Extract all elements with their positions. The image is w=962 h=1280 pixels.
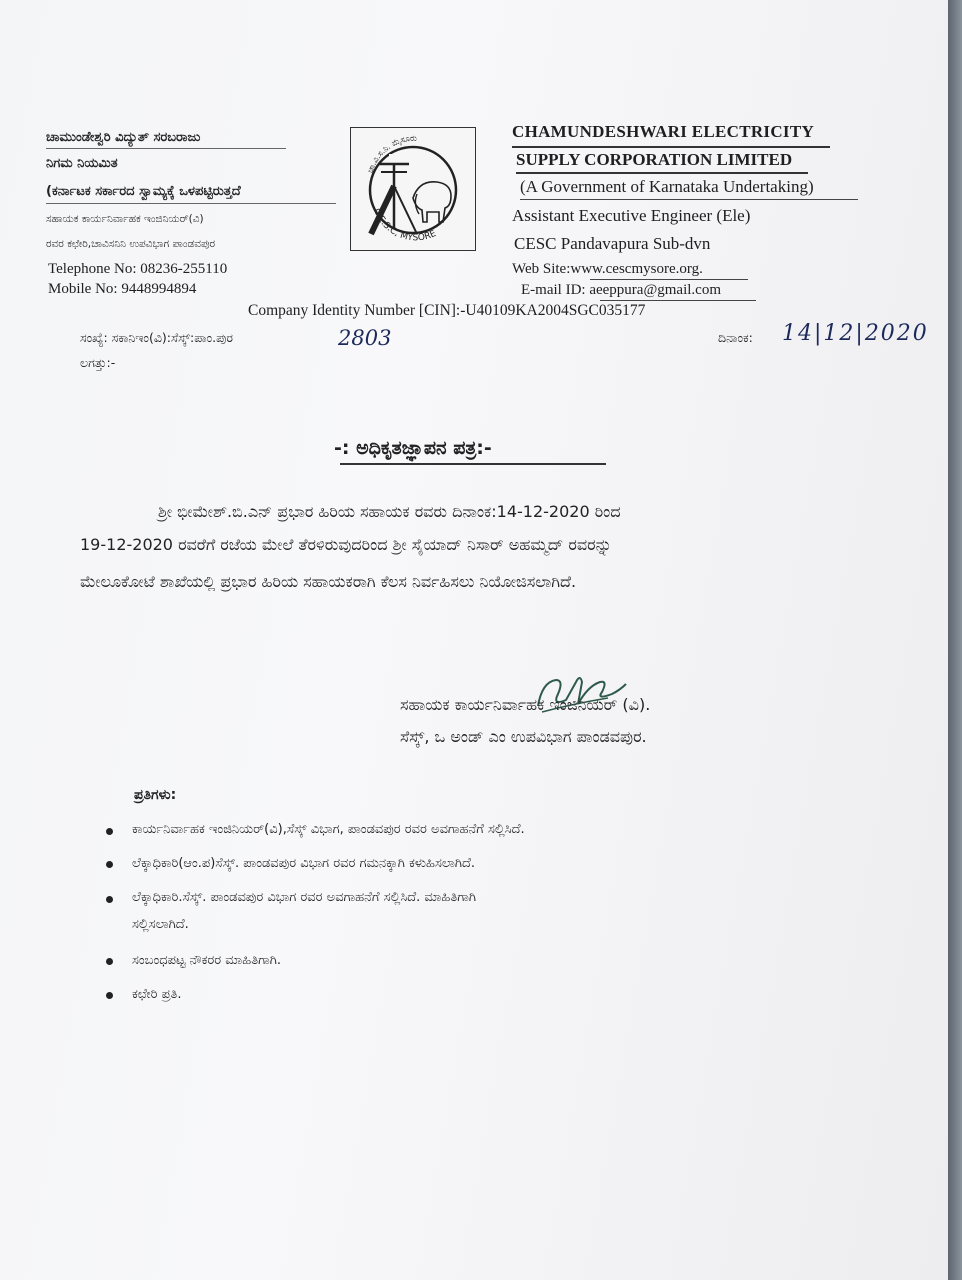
rule bbox=[516, 172, 808, 174]
rule bbox=[512, 146, 830, 148]
website-link[interactable]: Web Site:www.cescmysore.org. bbox=[512, 261, 703, 277]
rule bbox=[46, 203, 336, 204]
enclosure-label: ಲಗತ್ತು:- bbox=[80, 355, 116, 370]
document-title: -: ಅಧಿಕೃತಜ್ಞಾಪನ ಪತ್ರ:- bbox=[334, 437, 492, 459]
date-label: ದಿನಾಂಕ: bbox=[718, 330, 753, 345]
govt-undertaking: (A Government of Karnataka Undertaking) bbox=[520, 177, 814, 196]
company-cin: Company Identity Number [CIN]:-U40109KA2004SGC035177 bbox=[248, 302, 646, 319]
designation-english: Assistant Executive Engineer (Ele) bbox=[512, 206, 751, 225]
reference-number-label: ಸಂಖ್ಯೆ: ಸಕಾನಿಇಂ(ವಿ):ಸೆಸ್ಕ್:ಪಾಂ.ಪುರ bbox=[80, 330, 233, 345]
signatory-designation: ಸಹಾಯಕ ಕಾರ್ಯನಿರ್ವಾಹಕ ಇಂಜಿನಿಯರ್ (ವಿ). bbox=[400, 695, 651, 714]
org-name-kannada-2: ನಿಗಮ ನಿಯಮಿತ bbox=[46, 156, 118, 171]
list-item: ಸಂಬಂಧಪಟ್ಟ ನೌಕರರ ಮಾಹಿತಿಗಾಗಿ. bbox=[132, 953, 281, 968]
rule bbox=[600, 300, 756, 301]
list-item: ಲೆಕ್ಕಾಧಿಕಾರಿ(ಆಂ.ಪ)ಸೆಸ್ಕ್. ಪಾಂಡವಪುರ ವಿಭಾಗ ರವರ ಗಮನಕ್ಕಾಗಿ ಕಳುಹಿಸಲಾಗಿದೆ. bbox=[132, 856, 476, 871]
email-link[interactable]: E-mail ID: aeeppura@gmail.com bbox=[521, 282, 721, 298]
designation-kannada: ಸಹಾಯಕ ಕಾರ್ಯನಿರ್ವಾಹಕ ಇಂಜಿನಿಯರ್(ವಿ) bbox=[46, 213, 204, 225]
title-underline bbox=[340, 463, 606, 465]
company-name-line1: CHAMUNDESHWARI ELECTRICITY bbox=[512, 122, 815, 141]
body-line-1: ಶ್ರೀ ಭೀಮೇಶ್.ಬಿ.ಎನ್ ಪ್ರಭಾರ ಹಿರಿಯ ಸಹಾಯಕ ರವರು ದಿನಾಂಕ:14-12-2020 ರಿಂದ bbox=[158, 502, 621, 521]
cesc-emblem-icon bbox=[351, 128, 475, 250]
date-handwritten: 14|12|2020 bbox=[782, 321, 929, 346]
logo-bottom-text: C.E.S.C, MYSORE bbox=[371, 207, 438, 244]
list-item: ಕಾರ್ಯನಿರ್ವಾಹಕ ಇಂಜಿನಿಯರ್(ವಿ),ಸೆಸ್ಕ್ ವಿಭಾಗ, ಪಾಂಡವಪುರ ರವರ ಅವಗಾಹನೆಗೆ ಸಲ್ಲಿಸಿದೆ. bbox=[132, 822, 525, 837]
page-edge-shadow bbox=[948, 0, 962, 1280]
bullet-icon bbox=[106, 861, 113, 868]
body-line-3: ಮೇಲೂಕೋಟೆ ಶಾಖೆಯಲ್ಲಿ ಪ್ರಭಾರ ಹಿರಿಯ ಸಹಾಯಕರಾಗಿ ಕೆಲಸ ನಿರ್ವಹಿಸಲು ನಿಯೋಜಿಸಲಾಗಿದೆ. bbox=[80, 572, 577, 591]
rule bbox=[590, 279, 748, 280]
bullet-icon bbox=[106, 896, 113, 903]
rule bbox=[46, 148, 286, 149]
org-name-kannada-1: ಚಾಮುಂಡೇಶ್ವರಿ ವಿದ್ಯುತ್ ಸರಬರಾಜು bbox=[46, 130, 201, 145]
reference-number-handwritten: 2803 bbox=[338, 326, 392, 350]
bullet-icon bbox=[106, 992, 113, 999]
signatory-office: ಸೆಸ್ಕ್, ಒ ಅಂಡ್ ಎಂ ಉಪವಿಭಾಗ ಪಾಂಡವಪುರ. bbox=[400, 727, 647, 746]
telephone-number: Telephone No: 08236-255110 bbox=[48, 261, 228, 277]
list-item: ಲೆಕ್ಕಾಧಿಕಾರಿ.ಸೆಸ್ಕ್. ಪಾಂಡವಪುರ ವಿಭಾಗ ರವರ ಅವಗಾಹನೆಗೆ ಸಲ್ಲಿಸಿದೆ. ಮಾಹಿತಿಗಾಗಿ bbox=[132, 890, 476, 905]
body-line-2: 19-12-2020 ರವರೆಗೆ ರಜೆಯ ಮೇಲೆ ತೆರಳಿರುವುದರಿಂದ ಶ್ರೀ ಸೈಯಾದ್ ನಿಸಾರ್ ಅಹಮ್ಮದ್ ರವರನ್ನು bbox=[80, 535, 612, 554]
cesc-logo bbox=[350, 127, 476, 251]
bullet-icon bbox=[106, 958, 113, 965]
list-item-continued: ಸಲ್ಲಿಸಲಾಗಿದೆ. bbox=[132, 917, 189, 932]
office-kannada: ರವರ ಕಛೇರಿ,ಚಾವಿಸನಿನಿ ಉಪವಿಭಾಗ ಪಾಂಡವಪುರ bbox=[46, 238, 216, 250]
copies-heading: ಪ್ರತಿಗಳು: bbox=[134, 787, 177, 803]
bullet-icon bbox=[106, 828, 113, 835]
mobile-number: Mobile No: 9448994894 bbox=[48, 281, 197, 297]
logo-top-text: ಚಾ.ವಿ.ಸ.ನಿ. ಮೈಸೂರು bbox=[365, 133, 418, 175]
list-item: ಕಛೇರಿ ಪ್ರತಿ. bbox=[132, 987, 182, 1002]
rule bbox=[520, 199, 858, 200]
govt-undertaking-kannada: (ಕರ್ನಾಟಕ ಸರ್ಕಾರದ ಸ್ವಾಮ್ಯಕ್ಕೆ ಒಳಪಟ್ಟಿರುತ್ತದೆ bbox=[46, 184, 241, 199]
office-english: CESC Pandavapura Sub-dvn bbox=[514, 234, 711, 253]
company-name-line2: SUPPLY CORPORATION LIMITED bbox=[516, 150, 793, 169]
